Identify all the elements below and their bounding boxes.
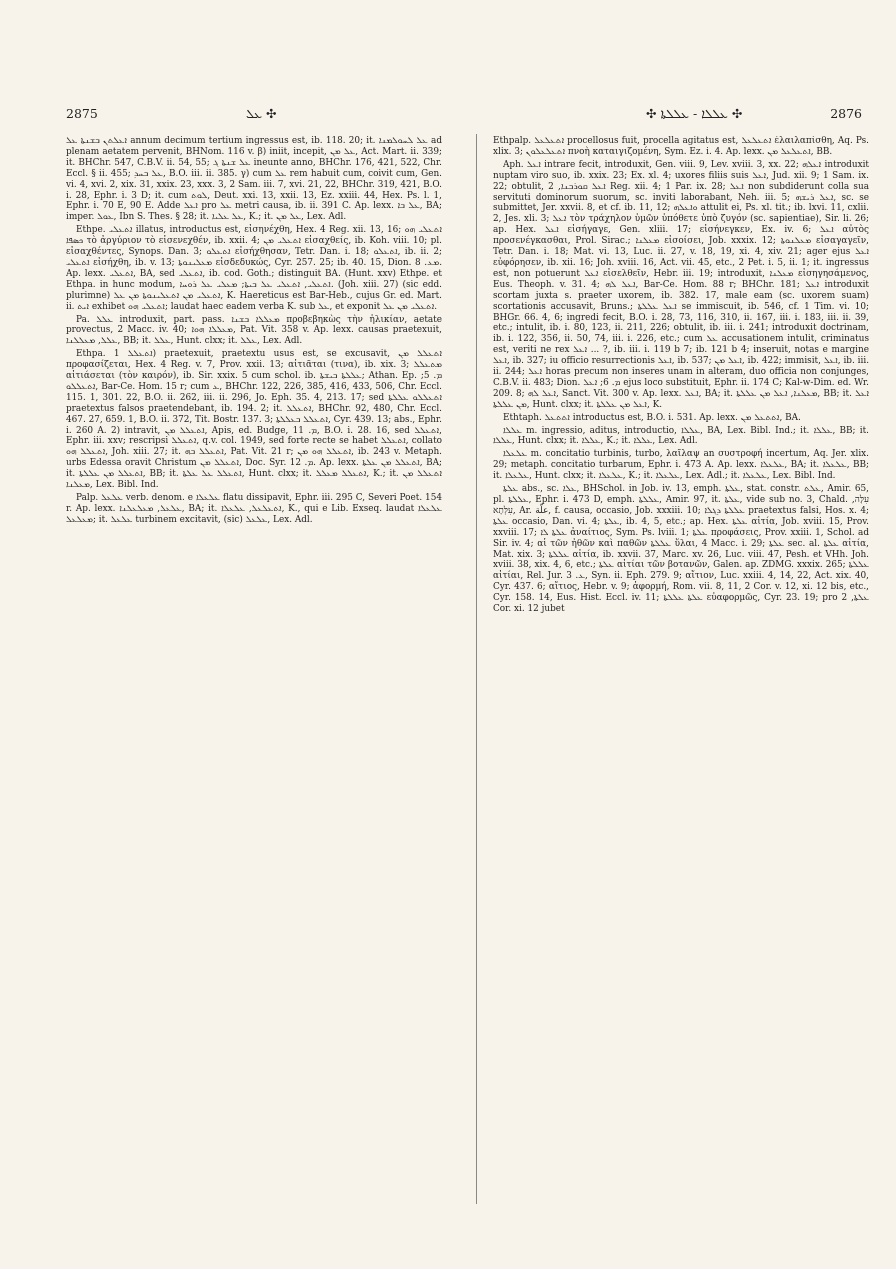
entry-continuation: ܐܥܠܬܢ ܒܫܢܬܐ ܥܠ annum decimum tertium ingressus est, ib. 118. 20; it. ܥܠ ܠܚܘܠܡܢܐ ad plenam aetatem pervenit, BHNom. 116 v. β) iniit, incepit, ܥܠ ܡܢ, Act. Mart. ii. 339; it. BHChr. 547, C.B.V. ii. 54, 55; ܥܠ ܫܢܬܐ ܓ ineunte anno, BHChr. 176, 421, 522, Chr. Eccl. § ii. 455; ܥܠ ܒܚܕ, B.O. iii. ii. 385. γ) cum ܥܠ rem habuit cum, coivit cum, Gen. vi. 4, xvi. 2, xix. 31, xxix. 23, xxx. 3, 2 Sam. iii. 7, xvi. 21, 22, BHChr. 319, 421, B.O. i. 28, Ephr. i. 3 D; it. cum ܠܘܬ, Deut. xxi. 13, xxii. 13, Ez. xxiii. 44, Hex. Ps. l. 1, Ephr. i. 70 E, 90 E. Adde ܐܥܠ pro ܥܠ metri causa, ib. ii. 391 C. Ap. lexx. ܥܠ ܒܐ, BA; imper. ܥܘܠ, Ibn S. Thes. § 28; it. ܥܠ ܥܠܝܐ, K.; it. ܥܠ ܡܢ, Lex. Adl. bbox=[66, 136, 442, 223]
page-number-right: 2876 bbox=[830, 106, 862, 121]
entry-turbo: ܥܠܥܠܐ m. concitatio turbinis, turbo, λαῖλαψ an συστροφή incertum, Aq. Jer. xlix. 29; metaph. concitatio turbarum, Ephr. i. 473 A. Ap. lexx. ܥܠܥܠܐ, BA; it. ܥܠܥܠܐ, BB; it. ܥܠܥܠܐ, Hunt. clxx; it. ܥܠܥܠܐ, K.; it. ܥܠܥܠܐ, Lex. Adl.; it. ܥܠܥܠܐ, Lex. Bibl. Ind. bbox=[493, 449, 869, 482]
column-divider bbox=[476, 134, 477, 1204]
entry-ethpalp: Ethpalp. ܐܬܥܠܥܠ procellosus fuit, procella agitatus est, ܐܬܥܠܥܠ ἐλαιλαπίσθη, Aq. Ps. xlix. 3; ܐܬܥܠܥܠܘܢ πνοὴ καταιγιζομένη, Sym. Ez. i. 4. Ap. lexx. ܐܬܥܠܥܠ ܡܢ, BB. bbox=[493, 136, 869, 157]
entry-ethpe: Ethpe. ܐܬܥܠܝ illatus, introductus est, εἰσηνέχθη, Hex. 4 Reg. xii. 13, 16; ܐܬܥܠܝ ܗܘ ܟܣܦܐ τὸ ἀργύριον τὸ εἰσενεχθέν, ib. xxii. 4; ܐܬܥܠܝ ܡܢ εἰσαχθείς, ib. Koh. viii. 10; pl. εἰσαχθέντες, Synops. Dan. 3; ܐܬܥܠܘ εἰσήχθησαν, Tetr. Dan. i. 18; ܐܬܥܠܘ, ib. ii. 2; ܐܬܥܠܝ εἰσήχθη, ib. v. 13; ܡܥܠܝܢܘܬܐ εἰσδεδυκώς, Cyr. 257. 25; ib. 40. 15, Dion. ܡܥ. 8. Ap. lexx. ܐܬܥܠܝ, BA, sed ܐܬܥܠܝ, ib. cod. Goth.; distinguit BA. (Hunt. xxv) Ethpe. et Ethpa. in hunc modum, ܐܬܥܠܝ, ܐܬܥܠܝ ܥܠ ܒܝܬܐ; ܡܥܠܝ ܥܠ ܪܘܚܐ. (Joh. xiii. 27) (sic edd. plurimne) ܐܬܥܠܝ ܡܢ ܐܬܥܠܝܢܘܬܐ ܡܢ ܥܠ, K. Haereticus est Bar-Heb., cujus Gr. ed. Mart. ii. ܐܝܬ exhibet ܐܬܥܠܝ ܗܘ; laudat haec eadem verba K. sub ܥܠ, et exponit ܐܬܥܠܝ ܡܢ ܥܠ. bbox=[66, 225, 442, 312]
page-number-left: 2875 bbox=[66, 106, 98, 121]
entry-palp: Palp. ܥܠܥܠ verb. denom. e ܥܠܥܠܐ flatu dissipavit, Ephr. iii. 295 C, Severi Poet. 154 r. Ap. lexx. ܥܠܥܠ, ܡܥܠܥܠܢܐ, BA; it. ܐܬܥܠܥܠ, ܥܠܥܠܐ, K., qui e Lib. Exseq. laudat ܥܠܥܠܐ ܡܥܠܥܠ; it. ܥܠܥܠ turbinem excitavit, (sic) ܥܠܥܠ, Lex. Adl. bbox=[66, 493, 442, 525]
entry-causa: ܥܠܬܐ abs., sc. ܥܠܐ, BHSchol. in Job. iv. 13, emph. ܥܠܬܐ, stat. constr. ܥܠܬ, Amir. 65, pl. ܥܠܠܬܐ, Ephr. i. 473 D, emph. ܥܠܠܬܐ, Amir. 97, it. ܥܠܬܐ, vide sub no. 3, Chald. עִלָּה, עִלְּתָא, Ar. علّة, f. causa, occasio, Job. xxxiii. 10; ܥܠܠܬܐ ܕܓܠܐ praetextus falsi, Hos. x. 4; ܥܠܬܐ occasio, Dan. vi. 4; ܥܠܬܐ, ib. 4, 5, etc.; ap. Hex. ܥܠܬܐ αἰτία, Job. xviii. 15, Prov. xxviii. 17; ܥܠܬܐ ܠܐ ἀναίτιος, Sym. Ps. lviii. 1; ܥܠܬܐ προφάσεις, Prov. xxiii. 1, Schol. ad Sir. iv. 4; αἱ τῶν ἠθῶν καὶ παθῶν ܥܠܠܬܐ ὕλαι, 4 Macc. i. 29; ܥܠܬܐ sec. al. ܥܠܬܐ αἰτία, Mat. xix. 3; ܥܠܠܬܐ αἰτία, ib. xxvii. 37, Marc. xv. 26, Luc. viii. 47, Pesh. et VHh. Joh. xviii. 38, xix. 4, 6, etc.; ܥܠܬܐ αἰτίαι τῶν βοτανῶν, Galen. ap. ZDMG. xxxix. 265; ܥܠܠܬܐ αἰτίαι, Rel. Jur. ܥ. 3, Syn. ii. Eph. 279. 9; αἴτιον, Luc. xxiii. 4, 14, 22, Act. xix. 40, Cyr. 437. 6; αἴτιος, Hebr. v. 9; ἀφορμή, Rom. vii. 8, 11, 2 Cor. v. 12, xi. 12 bis, etc., Cyr. 158. 14, Eus. Hist. Eccl. iv. 11; ܥܠܬܐ ܥܠܠܬܐ εὐαφορμῶς, Cyr. 23. 19; pro ܥܠܬܐ, 2 Cor. xi. 12 jubet bbox=[493, 484, 869, 615]
running-head-right: ✣ ܥܠܠܐ - ܥܠܠܬܐ ✣ bbox=[646, 106, 743, 121]
left-column bbox=[66, 136, 442, 1236]
entry-ingressio: ܥܠܠܐ m. ingressio, aditus, introductio, ܥܠܠܐ, BA, Lex. Bibl. Ind.; it. ܥܠܠܐ, BB; it. ܥܠܠܐ, Hunt. clxx; it. ܥܠܠܐ, K.; it. ܥܠܠܐ, Lex. Adl. bbox=[493, 425, 869, 447]
entry-ethtaph: Ethtaph. ܐܬܬܥܠ introductus est, B.O. i. 531. Ap. lexx. ܐܬܬܥܠ ܡܢ, BA. bbox=[503, 412, 801, 423]
entry-pa: Pa. ܥܠܠ introduxit, part. pass. ܡܥܠܠܐ ܒܫܢܐ προβεβηκὼς τὴν ἡλικίαν, aetate provectus, 2 Macc. iv. 40; ܡܥܠܠܐ ܗܘܐ, Pat. Vit. 358 v. Ap. lexx. causas praetexuit, ܥܠܠ, ܡܥܠܠܢܐ, BB; it. ܥܠܠ, Hunt. clxx; it. ܥܠܠ, Lex. Adl. bbox=[66, 314, 442, 347]
entry-aph: Aph. ܐܥܠ intrare fecit, introduxit, Gen. viii. 9, Lev. xviii. 3, xx. 22; ܐܥܠܗ introduxit nuptam viro suo, ib. xxix. 23; Ex. xl. 4; uxores filiis suis ܐܥܠ, Jud. xii. 9; 1 Sam. ix. 22; obtulit, ܐܥܠ ܩܘܪܒܢܐ, 2 Reg. xii. 4; 1 Par. ix. 28; ܐܥܠ non subdiderunt colla sua servituti dominorum suorum, sc. inviti laborabant, Neh. iii. 5; ܐܥܠ ܪܝܫܗ, sc. se submittet, Jer. xxvii. 8, et cf. ib. 11, 12; ܘܐܥܠܗ attulit ei, Ps. xl. tit.; ib. lxvi. 11, cxlii. 2, Jes. xli. 3; ܐܥܠ τὸν τράχηλον ὑμῶν ὑπόθετε ὑπὸ ζυγόν (sc. sapientiae), Sir. li. 26; ap. Hex. ܐܥܠ εἰσήγαγε, Gen. xliii. 17; εἰσήνεγκεν, Ex. iv. 6; ܐܥܠ αὐτὸς προσενέγκασθαι, Prol. Sirac.; ܡܥܠܢܐ εἰσοίσει, Job. xxxix. 12; ܡܥܠܢܘܬܐ εἰσαγαγεῖν, Tetr. Dan. i. 18; Mat. vi. 13, Luc. ii. 27, v. 18, 19, xi. 4, xiv. 21; ager ejus ܐܥܠ εὐφόρησεν, ib. xii. 16; Joh. xviii. 16, Act. vii. 45, etc., 2 Pet. i. 5, ii. 1; it. ingressus est, non potuerunt ܐܥܠ εἰσελθεῖν, Hebr. iii. 19; introduxit, ܡܥܠܢܐ εἰσηγησάμενος, Eus. Theoph. v. 31. 4; ܐܥܠ ܠܗ, Bar-Ce. Hom. 88 r; BHChr. 181; ܐܥܠ introduxit scortam juxta s. praeter uxorem, ib. 382. 17, male eam (sc. uxorem suam) scortationis accusavit, Bruns.; ܐܥܠ ܥܠܠܬܐ se immiscuit, ib. 546, cf. 1 Tim. vi. 10; BHGr. 66. 4, 6; ingredi fecit, B.O. i. 28, 73, 116, 310, ii. 167, iii. i. 183, iii. ii. 39, etc.; intulit, ib. i. 80, 123, ii. 211, 226; obtulit, ib. iii. i. 241; introduxit doctrinam, ib. i. 122, 356, ii. 50, 74, iii. i. 226, etc.; cum ܥܠ accusationem intulit, criminatus est, veriti ne rex ܐܥܠ ... ?, ib. iii. i. 119 b 7; ib. 121 b 4; inseruit, notas e margine ܐܥܠ, ib. 327; iu officio resurrectionis ܐܥܠ, ib. 537; ܐܥܠ ܡܢ, ib. 422; immisit, ܐܥܠ, ib. iii. ii. 244; ܐܥܠ horas precum non inseres unam in alteram, duo officia non conjunges, C.B.V. ii. 483; Dion. ܡ. 6; ܐܥܠ ejus loco substituit, Ephr. ii. 174 C; Kal-w-Dim. ed. Wr. 209. 8; ܐܥܠ ܠܗ, Sanct. Vit. 300 v. Ap. lexx. ܐܥܠ, BA; it. ܡܥܠܢܐ, ܐܥܠ ܡܢ ܥܠܠܬܐ, BB; it. ܐܥܠ ܡܢ ܥܠܠܬܐ, Hunt. clxx; it. ܐܥܠ ܡܢ ܥܠܠܬܐ, K. bbox=[493, 159, 869, 410]
right-column bbox=[493, 136, 869, 1236]
entry-ethpa: Ethpa. ܐܬܥܠܠ 1) praetexuit, praetextu usus est, se excusavit, ܐܬܥܠܠ ܡܢ προφασίζεται, Hex. 4 Reg. v. 7, Prov. xxii. 13; αἰτιᾶται (τινα), ib. xix. 3; ܡܬܥܠܠ αἰτιάσεται (τὸν καιρόν), ib. Sir. xxix. 5 cum schol. ib. ܥܠܠܬܐ ܒܝܫܬܐ; Athan. Ep. ܡ. 5; ܐܬܥܠܠܘ, Bar-Ce. Hom. 15 r; cum ܥ, BHChr. 122, 226, 385, 416, 433, 506, Chr. Eccl. 115. 1, 301. 22, B.O. ii. 262, iii. ii. 296, Jo. Eph. 35. 4, 213. 17; sed ܐܬܥܠܠܘ ܥܠܠܬܐ praetextus falsos praetendebant, ib. 194. 2; it. ܐܬܥܠܠ, BHChr. 92, 480, Chr. Eccl. 467. 27, 659. 1, B.O. ii. 372, Tit. Bostr. 137. 3; ܐܬܥܠܠ ܒܥܠܠܬܐ, Cyr. 439. 13; abs., Ephr. i. 260 A. 2) intravit, ܐܬܥܠܠ ܡܢ, Apis, ed. Budge, ܡ. 11, B.O. i. 28. 16, sed ܐܬܥܠܠ, Ephr. iii. xxv; rescripsi ܐܬܥܠܠ, q.v. col. 1949, sed forte recte se habet ܐܬܥܠܠ, collato ܐܬܥܠܠ ܗܘ, Joh. xiii. 27; it. ܐܬܥܠܠ ܒܗ, Pat. Vit. 21 r; ܐܬܥܠܠ ܗܘ ܡܢ, ib. 243 v. Metaph. urbs Edessa oravit Christum ܐܬܥܠܠ ܡܢ, Doc. Syr. ܡ. 12. Ap. lexx. ܐܬܥܠܠ ܡܢ ܥܠܬܐ, BA; it. ܐܬܥܠܠ ܡܢ ܥܠܠܬܐ, BB; it. ܐܬܥܠܠ ܥܠ ܥܠܬܐ, Hunt. clxx; it. ܐܬܥܠܠ ܡܥܠܠ, K.; it. ܐܬܥܠܠ ܡܢ ܡܥܠܢܐ, Lex. Bibl. Ind. bbox=[66, 349, 442, 491]
running-head-left: ܥܠ ✣ bbox=[246, 106, 277, 121]
page-header bbox=[66, 106, 862, 126]
